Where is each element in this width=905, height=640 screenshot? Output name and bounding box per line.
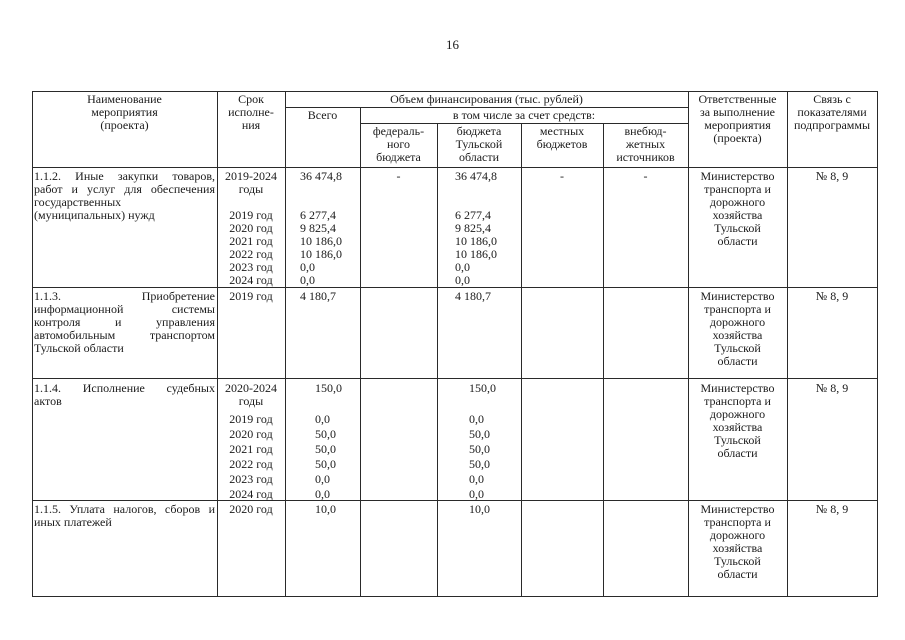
rule-row1-bottom (32, 287, 878, 288)
header-funding: Объем финансирования (тыс. рублей) (390, 92, 583, 106)
row-1115-link: № 8, 9 (815, 502, 849, 516)
header-local: местных бюджетов (536, 124, 588, 151)
row-1115-total: 10,0 (315, 502, 336, 516)
row-1112-local: - (560, 169, 564, 183)
row-1114-responsible: Министерство транспорта и дорожного хозяйства Тульской области (700, 381, 775, 460)
rule-bottom (32, 596, 878, 597)
row-1112-link: № 8, 9 (815, 169, 849, 183)
row-1113-term: 2019 год (229, 289, 273, 303)
funding-table (32, 91, 878, 597)
rule-after-federal (437, 123, 438, 597)
header-federal: федераль- ного бюджета (372, 124, 425, 164)
row-1112-term: 2019-2024 годы (225, 169, 277, 196)
row-1115-name: 1.1.5. Уплата налогов, сборов и иных платежей (34, 502, 215, 529)
rule-after-regional (521, 123, 522, 597)
row-1112-total-by-year: 6 277,4 9 825,4 10 186,0 10 186,0 0,0 0,0 (300, 208, 342, 287)
rule-left (32, 91, 33, 597)
row-1113-regional: 4 180,7 (455, 289, 491, 303)
header-sources: в том числе за счет средств: (452, 108, 596, 122)
header-link: Связь с показателями подпрограммы (793, 92, 871, 132)
row-1112-total: 36 474,8 (300, 169, 342, 183)
row-1112-years: 2019 год 2020 год 2021 год 2022 год 2023 год 2024 год (229, 208, 273, 287)
rule-after-term (285, 91, 286, 597)
row-1115-responsible: Министерство транспорта и дорожного хозяйства Тульской области (700, 502, 775, 581)
rule-after-responsible (787, 91, 788, 597)
row-1113-link: № 8, 9 (815, 289, 849, 303)
row-1114-total: 150,0 (315, 381, 342, 395)
row-1115-term: 2020 год (229, 502, 273, 516)
rule-after-name (217, 91, 218, 597)
row-1113-total: 4 180,7 (300, 289, 336, 303)
header-term: Срок исполне- ния (228, 92, 274, 132)
row-1112-extra: - (643, 169, 648, 183)
header-extra: внебюд- жетных источников (616, 124, 675, 164)
header-name: Наименование мероприятия (проекта) (87, 92, 162, 132)
rule-row3-bottom (32, 500, 878, 501)
row-1112-name: 1.1.2. Иные закупки товаров, работ и услуг для обеспечения государственных (муниципальных) нужд (34, 169, 215, 222)
header-responsible: Ответственные за выполнение мероприятия (проекта) (698, 92, 777, 145)
row-1112-regional-by-year: 6 277,4 9 825,4 10 186,0 10 186,0 0,0 0,0 (455, 208, 497, 287)
row-1112-federal: - (396, 169, 401, 183)
rule-header-bottom (32, 167, 878, 168)
row-1114-years: 2019 год 2020 год 2021 год 2022 год 2023 год 2024 год (229, 412, 273, 501)
row-1114-total-by-year: 0,0 50,0 50,0 50,0 0,0 0,0 (315, 412, 336, 501)
row-1114-link: № 8, 9 (815, 381, 849, 395)
header-regional: бюджета Тульской области (455, 124, 503, 164)
row-1114-regional-by-year: 0,0 50,0 50,0 50,0 0,0 0,0 (469, 412, 490, 501)
row-1112-responsible: Министерство транспорта и дорожного хозяйства Тульской области (700, 169, 775, 248)
rule-after-local (603, 123, 604, 597)
row-1113-responsible: Министерство транспорта и дорожного хозяйства Тульской области (700, 289, 775, 368)
row-1112-regional: 36 474,8 (455, 169, 497, 183)
header-total: Всего (307, 108, 338, 122)
row-1113-name: 1.1.3. Приобретение информационной системы контроля и управления автомобильным транспортом Тульской области (34, 289, 215, 355)
row-1114-regional: 150,0 (469, 381, 496, 395)
row-1114-name: 1.1.4. Исполнение судебных актов (34, 381, 215, 408)
row-1115-regional: 10,0 (469, 502, 490, 516)
rule-right (877, 91, 878, 597)
rule-row2-bottom (32, 378, 878, 379)
page-number: 16 (446, 37, 459, 52)
row-1114-term: 2020-2024 годы (225, 381, 277, 408)
